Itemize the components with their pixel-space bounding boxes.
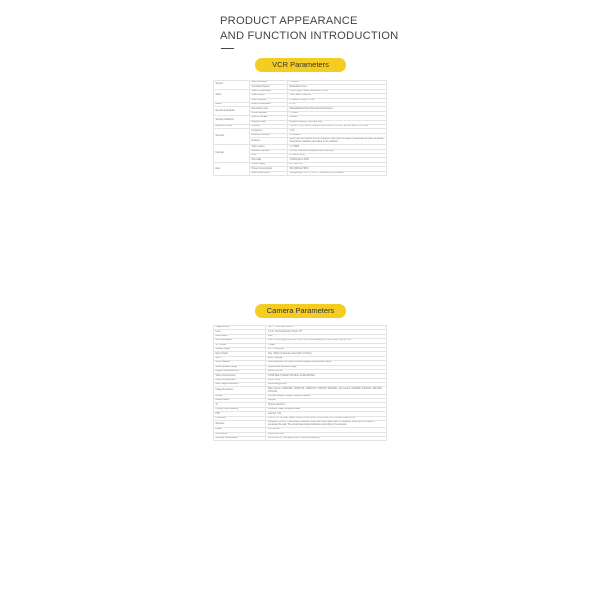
camera-parameter-name: Dimensions xyxy=(214,432,266,436)
camera-table-row xyxy=(214,436,387,440)
camera-parameter-value: >39dB xyxy=(266,343,387,347)
camera-parameter-value: Main stream: 1280X960, 1280X720, 1280X720, 704X576, 640X480 / sub stream: 640X480, 320X240, 320X180, 176X144 xyxy=(266,387,387,394)
camera-parameter-name: Lens xyxy=(214,330,266,334)
vcr-group-label: System xyxy=(214,81,250,90)
vcr-parameter-value: Manual/Alarm/Video Detection/Continuous xyxy=(288,107,387,111)
title-underline xyxy=(221,48,234,49)
camera-parameter-value: TCP/IP, HTTP, UDP, IGMP, DHCP, DNS, UPNP, NTP, RTSP, RTP, ONVIF, DDNS, P2P xyxy=(266,416,387,420)
camera-parameter-value: 1/2.7" 1.3M Pixel CMOS xyxy=(266,326,387,330)
vcr-parameter-value: 1*RJ45 10M/100M (Adaptive Ethernet port) xyxy=(288,149,387,153)
vcr-parameter-name: Video output xyxy=(250,94,288,98)
vcr-parameter-value: TCP/IP, HTTP, DHCP, DNS, RTSP, RTMP, FTP, NTP, UPNP, SMTP, FTP, P2P xyxy=(288,124,387,128)
vcr-parameter-value: 2 x 2MIMO xyxy=(288,133,387,137)
camera-table-row xyxy=(214,421,387,428)
vcr-parameter-name: Distance xyxy=(250,138,288,145)
camera-parameter-name: Working Temperature xyxy=(214,436,266,440)
vcr-parameter-name: Antenna Structure xyxy=(250,133,288,137)
camera-parameter-name: Bitrate xyxy=(214,394,266,398)
camera-parameter-value: H.265 Main Profile/H.264 Main Profile/MJPEG xyxy=(266,374,387,378)
camera-parameter-value: 1/5 ~ 1/20,000s xyxy=(266,347,387,351)
camera-parameter-name: S / N ratio xyxy=(214,343,266,347)
camera-parameter-name: Motion detect xyxy=(214,399,266,403)
camera-parameter-value: Support xyxy=(266,399,387,403)
vcr-group-label: Else xyxy=(214,162,250,175)
camera-parameter-name: Wide Dynamic range xyxy=(214,365,266,369)
page-title-line-1: PRODUCT APPEARANCE xyxy=(220,15,358,27)
vcr-parameter-name: Hard disk xyxy=(250,158,288,162)
vcr-parameter-name: USB xyxy=(250,154,288,158)
vcr-parameter-value: 1*1080P xyxy=(288,111,387,115)
camera-parameter-value: 184X65X67mm xyxy=(266,432,387,436)
camera-parameter-value: Frequency: 2.4G / Transmission distance: More than 300 meters with no obstacle, More than 30 meters if penetrate the wall, The actual transmission distance according to the situation xyxy=(266,421,387,428)
vcr-parameter-value: Temperature: -10°C ~ +55°C, Humidity: 10%~90%RH xyxy=(288,171,387,175)
vcr-parameter-name: Video compression xyxy=(250,89,288,93)
camera-parameter-value: 2D/NR 3D/NR xyxy=(266,369,387,373)
camera-parameter-value: Digital Wide Dynamic range xyxy=(266,365,387,369)
vcr-parameter-name: Power supply xyxy=(250,162,288,166)
camera-parameter-name: Digital noise Reduction xyxy=(214,369,266,373)
camera-parameter-name: Shutter speed xyxy=(214,347,266,351)
camera-table-row xyxy=(214,387,387,394)
vcr-parameter-value: 720P/1920X 1080P/4 xyxy=(288,94,387,98)
camera-parameter-name: AGC xyxy=(214,356,266,360)
camera-parameter-value: Auto/Manual/ATW/Indoor/Outdoor/Daylight lamp/Sodium lamp xyxy=(266,361,387,365)
camera-parameter-name: Lens Mount xyxy=(214,334,266,338)
camera-parameter-value: M12 xyxy=(266,334,387,338)
vcr-parameter-name: Recording mode xyxy=(250,107,288,111)
vcr-parameter-value: 1 x HDMI xyxy=(288,145,387,149)
camera-parameter-value: 12V DC/1A xyxy=(266,428,387,432)
camera-parameter-name: Video Compression xyxy=(214,374,266,378)
vcr-group-label: Video xyxy=(214,89,250,102)
camera-parameter-name: Day & Night xyxy=(214,352,266,356)
vcr-parameter-value: DC +12V 2A xyxy=(288,162,387,166)
page-title-line-2: AND FUNCTION INTRODUCTION xyxy=(220,30,399,42)
camera-parameters-table xyxy=(213,325,387,441)
vcr-parameter-name: Operating System xyxy=(250,85,288,89)
vcr-parameter-name: Backup mode xyxy=(250,120,288,124)
vcr-parameter-name: Network interface xyxy=(250,149,288,153)
camera-parameter-name: Image sensor xyxy=(214,326,266,330)
vcr-parameters-heading: VCR Parameters xyxy=(255,58,346,72)
vcr-parameter-value: Embedded Linux xyxy=(288,85,387,89)
camera-parameter-name: Privacy Zone Masking xyxy=(214,407,266,411)
vcr-parameter-name: Record Storage xyxy=(250,116,288,120)
camera-parameter-name: Min. Illumination xyxy=(214,339,266,343)
vcr-group-label: Interface xyxy=(214,145,250,163)
camera-parameter-value: Color: 0.01Lux@(F1.2, AGC ON) / B/W: 0.001Lux@(F1.2, AGC ON), 0Lux IR ON xyxy=(266,339,387,343)
camera-parameter-value: -30°C~+60°C, Humidity:95%RH (Non-condensing) xyxy=(266,436,387,440)
vcr-parameters-table xyxy=(213,80,387,176)
camera-parameter-value: 4 privacy masks programmable xyxy=(266,407,387,411)
page-title xyxy=(220,14,420,44)
vcr-parameter-value: 2.4G xyxy=(288,129,387,133)
camera-parameter-name: Protocols xyxy=(214,416,266,420)
camera-parameter-name: Power xyxy=(214,428,266,432)
vcr-parameter-value: 4*1080P/4*960P/4*720P xyxy=(288,98,387,102)
vcr-group-label: Record & playback xyxy=(214,107,250,116)
vcr-parameter-name: Local Playback xyxy=(250,111,288,115)
vcr-parameter-name: Video input(IP) xyxy=(250,98,288,102)
camera-parameter-name: Max Image Resolution xyxy=(214,383,266,387)
vcr-parameter-name: Power Consumption xyxy=(250,167,288,171)
camera-parameter-name: White balance xyxy=(214,361,266,365)
camera-parameters-heading: Camera Parameters xyxy=(255,304,346,318)
vcr-parameter-name: Work environment xyxy=(250,171,288,175)
camera-parameter-name: Image Resolution xyxy=(214,387,266,394)
vcr-parameter-name: Frequency xyxy=(250,129,288,133)
vcr-parameter-value: 2*USB 2.0 port xyxy=(288,154,387,158)
camera-parameter-name: Wireless xyxy=(214,421,266,428)
vcr-parameter-name: Main processor xyxy=(250,81,288,85)
vcr-parameter-name: Audio compression xyxy=(250,102,288,106)
vcr-parameter-value: network xyxy=(288,116,387,120)
vcr-parameter-value: HI3520D xyxy=(288,81,387,85)
camera-parameter-name: AI xyxy=(214,403,266,407)
vcr-parameter-value: Network backup, USB hard disk xyxy=(288,120,387,124)
camera-parameter-value: 1280X960@30fps xyxy=(266,383,387,387)
vcr-group-label: Audio xyxy=(214,102,250,106)
vcr-parameter-name: Video output xyxy=(250,145,288,149)
vcr-parameter-value: 6W (Without HDD) xyxy=(288,167,387,171)
vcr-parameter-value: H.265 High Profile/H.264 Main Profile xyxy=(288,89,387,93)
camera-parameter-name: Audio Compression xyxy=(214,378,266,382)
vcr-group-label: Storage & Backup xyxy=(214,116,250,125)
camera-parameter-value: Auto / Manual xyxy=(266,356,387,360)
camera-parameter-value: Android, iOS xyxy=(266,412,387,416)
vcr-parameter-value: 1 SATA(Up to 4TB) xyxy=(288,158,387,162)
camera-parameter-value: Day / Night / External control (IR Cut Filter) xyxy=(266,352,387,356)
camera-parameter-value: Human detection xyxy=(266,403,387,407)
camera-parameter-name: P2P xyxy=(214,412,266,416)
vcr-parameter-value: G.711 xyxy=(288,102,387,106)
camera-parameter-value: 4 mm, horizontal field of view: 79° xyxy=(266,330,387,334)
vcr-group-label: Network Control xyxy=(214,124,250,128)
vcr-parameter-value: More than 300 meters with no obstacle, more than 30 meters if penetrate the wall, the actual transmission distance according to the situation xyxy=(288,138,387,145)
camera-parameter-value: G711, PCM xyxy=(266,378,387,382)
vcr-group-label: Wireless xyxy=(214,129,250,145)
camera-parameter-value: 32Kbps~8Mbps, 3Mbps~16Mbps variable xyxy=(266,394,387,398)
vcr-parameter-name: Protocol xyxy=(250,124,288,128)
